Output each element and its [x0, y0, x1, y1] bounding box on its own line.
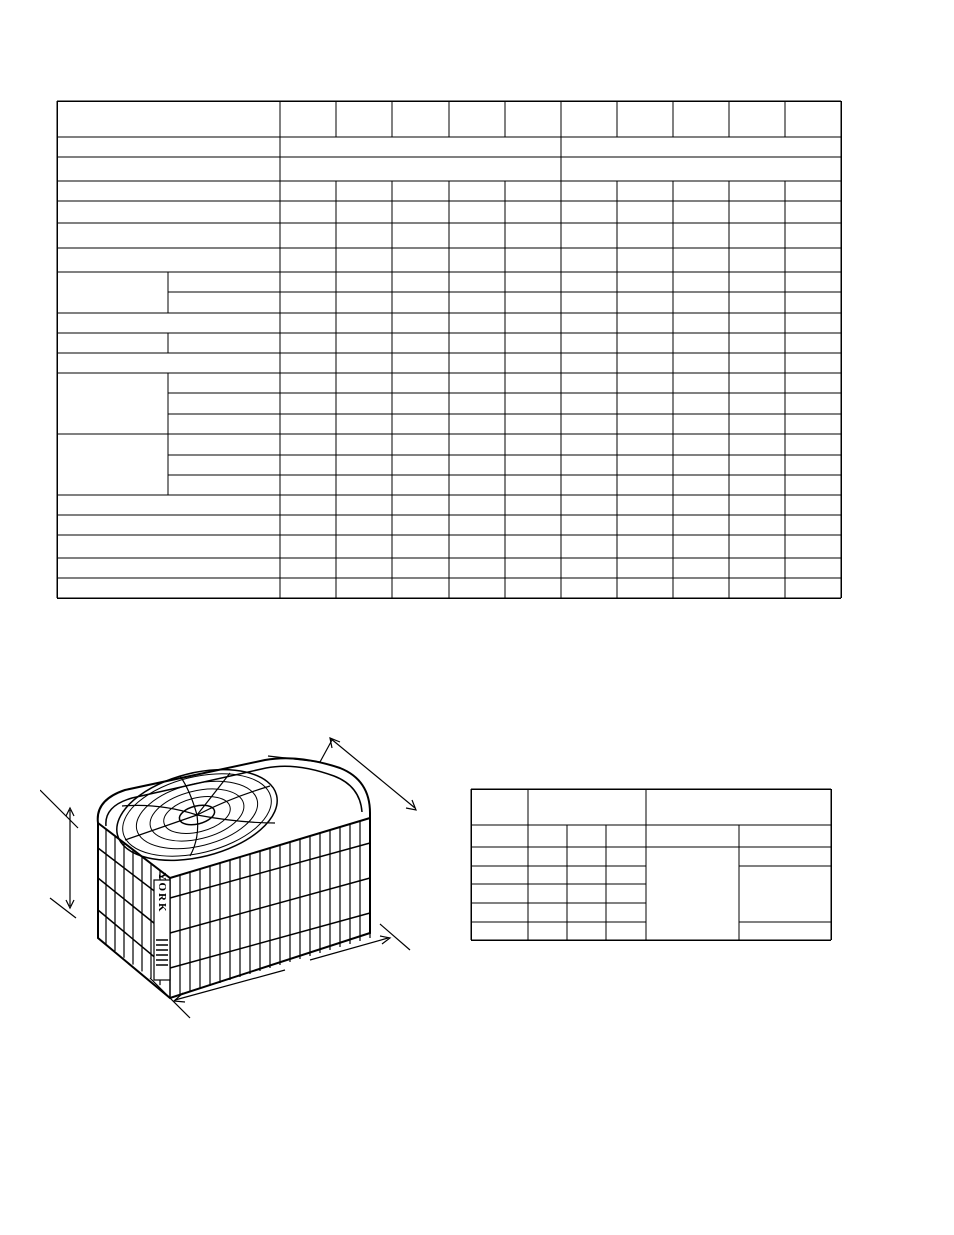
- condensing-unit-icon: [40, 728, 440, 1028]
- brand-logo: YORK: [156, 872, 168, 914]
